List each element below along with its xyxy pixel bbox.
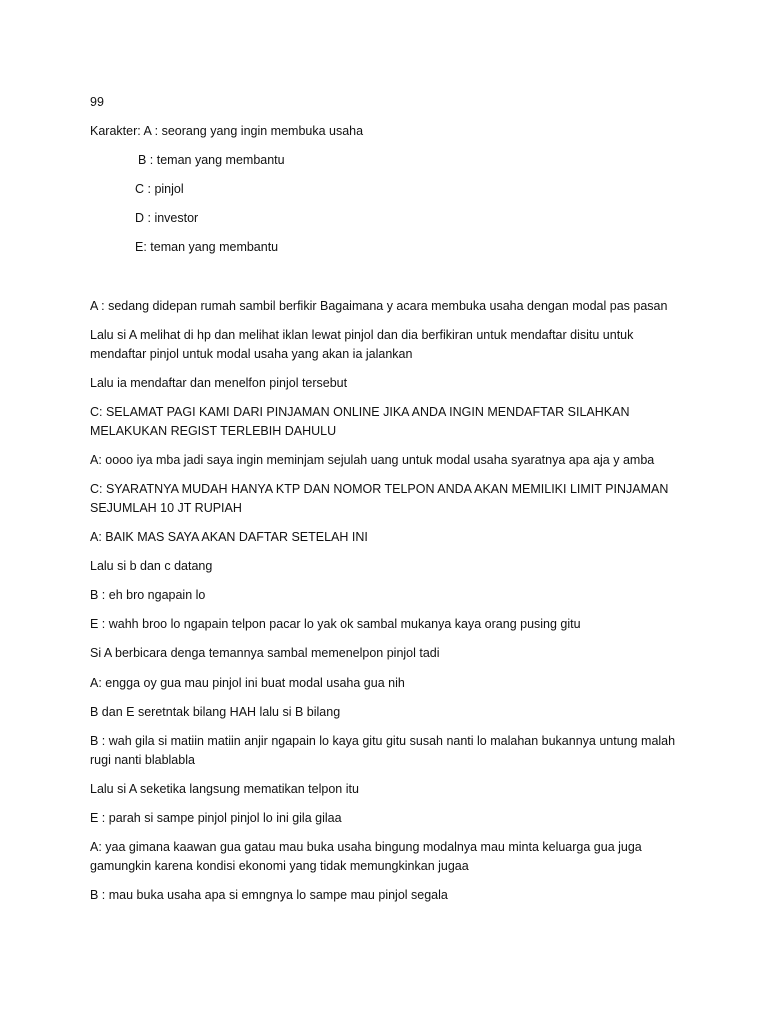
paragraph: A: oooo iya mba jadi saya ingin meminjam sejulah uang untuk modal usaha syaratnya apa aja y amba [90,453,655,467]
character-d: D : investor [135,211,199,225]
paragraph: B : eh bro ngapain lo [90,588,206,602]
paragraph: E : parah si sampe pinjol pinjol lo ini gila gilaa [90,811,342,825]
paragraph: E : wahh broo lo ngapain telpon pacar lo yak ok sambal mukanya kaya orang pusing gitu [90,617,581,631]
page-number: 99 [90,95,104,109]
character-list-heading: Karakter: A : seorang yang ingin membuka usaha [90,124,364,138]
paragraph: Lalu si A seketika langsung mematikan telpon itu [90,782,359,796]
paragraph: C: SELAMAT PAGI KAMI DARI PINJAMAN ONLINE JIKA ANDA INGIN MENDAFTAR SILAHKAN MELAKUKAN REGIST TERLEBIH DAHULU [90,405,630,438]
paragraph: A: engga oy gua mau pinjol ini buat modal usaha gua nih [90,676,405,690]
character-b: B : teman yang membantu [138,153,285,167]
paragraph: Lalu ia mendaftar dan menelfon pinjol tersebut [90,376,348,390]
paragraph: C: SYARATNYA MUDAH HANYA KTP DAN NOMOR TELPON ANDA AKAN MEMILIKI LIMIT PINJAMAN SEJUMLAH 10 JT RUPIAH [90,482,669,515]
paragraph: B dan E seretntak bilang HAH lalu si B bilang [90,705,341,719]
character-e: E: teman yang membantu [135,240,279,254]
paragraph: A: yaa gimana kaawan gua gatau mau buka usaha bingung modalnya mau minta keluarga gua juga gamungkin karena kondisi ekonomi yang tidak memungkinkan jugaa [90,840,642,873]
character-c: C : pinjol [135,182,184,196]
paragraph: A: BAIK MAS SAYA AKAN DAFTAR SETELAH INI [90,530,368,544]
paragraph: B : mau buka usaha apa si emngnya lo sampe mau pinjol segala [90,888,448,902]
paragraph: Si A berbicara denga temannya sambal memenelpon pinjol tadi [90,646,440,660]
paragraph: Lalu si A melihat di hp dan melihat iklan lewat pinjol dan dia berfikiran untuk mendaftar disitu untuk mendaftar pinjol untuk modal usaha yang akan ia jalankan [90,328,634,361]
paragraph: Lalu si b dan c datang [90,559,213,573]
paragraph: B : wah gila si matiin matiin anjir ngapain lo kaya gitu gitu susah nanti lo malahan bukannya untung malah rugi nanti blablabla [90,734,676,767]
paragraph: A : sedang didepan rumah sambil berfikir Bagaimana y acara membuka usaha dengan modal pas pasan [90,299,668,313]
